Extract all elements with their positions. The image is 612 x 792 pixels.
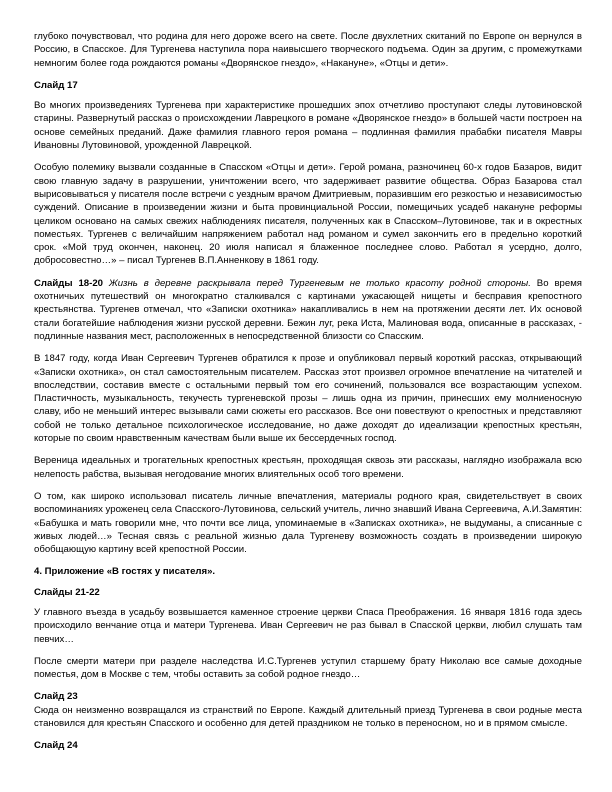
slides-21-22-paragraph-2: После смерти матери при разделе наследства И.С.Тургенев уступил старшему брату Николаю все самые доходные поместья, дом в Москве с тем, чтобы оставить за собой родное гнездо… <box>34 655 582 681</box>
intro-paragraph: глубоко почувствовал, что родина для него дороже всего на свете. После двухлетних скитаний по Европе он вернулся в Россию, в Спасское. Для Тургенева наступила пора наивысшего творческого подъема. Один за другим, с промежутками немногим более года рождаются романы «Дворянское гнездо», «Накануне», «Отцы и дети». <box>34 31 582 69</box>
slides-18-20-paragraph-1 <box>34 277 582 343</box>
slides-18-20-paragraph-2: В 1847 году, когда Иван Сергеевич Тургенев обратился к прозе и опубликовал первый короткий рассказ, открывающий «Записки охотника», он стал самостоятельным писателем. Рассказ этот произвел огромное впечатление на читателей и впоследствии, составив вместе с остальными первый том его сочинений, пользовался все возрастающим успехом. Пластичность, музыкальность, текучесть тургеневской прозы – лишь одна из причин, принесших ему молниеносную славу, ибо не меньший интерес вызывали сами сюжеты его рассказов. Все они повествуют о крепостных и представляют собой не только детальное психологическое исследование, но даже доходят до идеализации крепостных крестьян, которые по своим нравственным качествам были выше их бессердечных господ. <box>34 353 582 445</box>
slide-17-heading: Слайд 17 <box>34 79 78 91</box>
slide-23-heading: Слайд 23 <box>34 691 78 703</box>
slides-18-20-italic-lead: Жизнь в деревне раскрывала перед Тургеневым не только красоту родной стороны. <box>108 277 531 289</box>
appendix-heading: 4. Приложение «В гостях у писателя». <box>34 566 216 578</box>
slide-17-paragraph-1: Во многих произведениях Тургенева при характеристике прошедших эпох отчетливо проступают следы лутовиновской старины. Развернутый рассказ о происхождении Лаврецкого в романе «Дворянское гнездо» в большей части построен на основе семейных преданий. Даже фамилия главного героя романа – подлинная фамилия прабабки писателя Мавры Ивановны Лутовиновой, урожденной Лаврецкой. <box>34 100 582 152</box>
slide-23-paragraph-1: Сюда он неизменно возвращался из странствий по Европе. Каждый длительный приезд Тургенева в свои родные места становился для крестьян Спасского и особенно для детей праздником не только в переносном, но и в прямом смысле. <box>34 704 582 730</box>
slides-18-20-paragraph-3: Вереница идеальных и трогательных крепостных крестьян, проходящая сквозь эти рассказы, наглядно изображала всю нелепость рабства, вызывая негодование многих влиятельных особ того времени. <box>34 455 582 480</box>
slides-18-20-paragraph-4: О том, как широко использовал писатель личные впечатления, материалы родного края, свидетельствует в своих воспоминаниях уроженец села Спасского-Лутовинова, сельский учитель, лично знавший Ивана Сергеевича, А.И.Замятин: «Бабушка и мать говорили мне, что почти все лица, упоминаемые в «Записках охотника», не выдуманы, а списанные с живых людей…» Тесная связь с реальной жизнью дала Тургеневу возможность создать в произведении широкую обобщающую картину всей крепостной России. <box>34 490 582 556</box>
slide-17-paragraph-2: Особую полемику вызвали созданные в Спасском «Отцы и дети». Герой романа, разночинец 60-х годов Базаров, видит свою главную задачу в разрушении, уничтожении всего, что задерживает развитие общества. Образ Базарова стал вырисовываться у писателя после встречи с уездным врачом Дмитриевым, поразившим его резкостью и независимостью суждений. Описание в произведении жизни и быта провинциальной России, помещичьих усадеб накануне реформы целиком основано на самых свежих наблюдениях писателя, полученных как в Спасском–Лутовинове, так и в окрестных поместьях. Тургенев с величайшим напряжением работал над романом и сумел закончить его в предельно короткий срок. «Мой труд окончен, наконец. 20 июля написал я блаженное последнее слово. Работал я усердно, долго, добросовестно…» – писал Тургенев В.П.Анненкову в 1861 году. <box>34 162 582 267</box>
slides-21-22-paragraph-1: У главного въезда в усадьбу возвышается каменное строение церкви Спаса Преображения. 16 января 1816 года здесь происходило венчание отца и матери Тургенева. Иван Сергеевич не раз бывал в Спасской церкви, любил слушать там певчих… <box>34 606 582 645</box>
slide-24-heading: Слайд 24 <box>34 740 78 752</box>
document-page <box>34 30 582 760</box>
slides-21-22-heading: Слайды 21-22 <box>34 586 100 598</box>
slides-18-20-heading: Слайды 18-20 <box>34 277 103 289</box>
slides-18-20-text: Во время охотничьих путешествий он многократно сталкивался с картинами ужасающей нищеты и бесправия крепостного крестьянства. Тургенев отмечал, что «Записки охотника» накапливались в нем на протяжении десяти лет. Их основой стали богатейшие наблюдения жизни русской деревни. Бежин луг, река Иста, Малиновая вода, описанные в рассказах, - подлинные названия мест, расположенных в непосредственной близости со Спасским. <box>34 277 583 342</box>
